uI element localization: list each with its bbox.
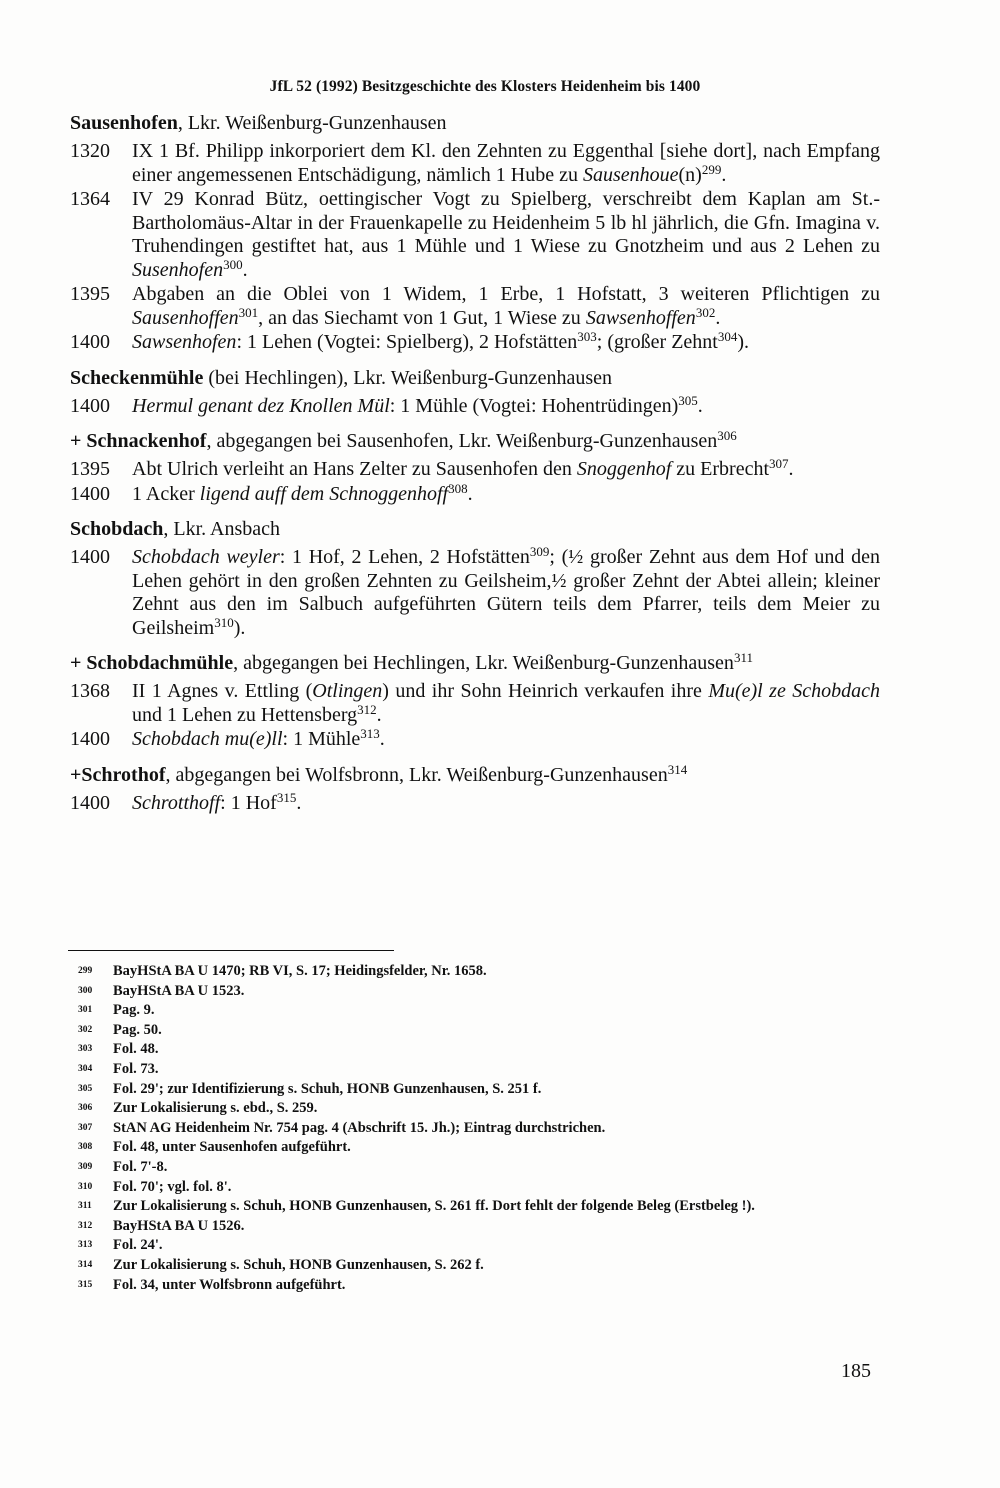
- entry-text-part: : 1 Mühle (Vogtei: Hohentrüdingen): [389, 394, 679, 417]
- footnote-text: BayHStA BA U 1523.: [113, 982, 245, 999]
- footnote-text: Fol. 24'.: [113, 1237, 163, 1254]
- footnote: [78, 1178, 888, 1198]
- place-section: [70, 110, 880, 355]
- entry-text-part: .: [379, 728, 385, 750]
- italic-source-text: Sawsenhofen: [132, 331, 237, 353]
- entry-text: [132, 480, 880, 507]
- entry-year: 1368: [70, 680, 110, 702]
- footnote-ref: 301: [238, 304, 259, 320]
- footnote-number: 315: [78, 1279, 93, 1290]
- footnote-text: Fol. 70'; vgl. fol. 8'.: [113, 1178, 232, 1195]
- footnote: [78, 1197, 888, 1217]
- entry-text-part: : 1 Lehen (Vogtei: Spielberg), 2 Hofstätten: [236, 331, 578, 353]
- footnote: [78, 1001, 888, 1021]
- place-heading: [70, 762, 880, 788]
- footnote-number: 302: [78, 1024, 93, 1035]
- footnote: [78, 1217, 888, 1237]
- place-name: +Schrothof: [70, 763, 166, 786]
- entry-text-part: ).: [233, 616, 246, 639]
- footnote-rule: [68, 950, 394, 951]
- entry-year: 1400: [70, 331, 110, 353]
- place-section: [70, 428, 880, 506]
- footnote: [78, 1158, 888, 1178]
- footnote: [78, 1276, 888, 1296]
- footnote-number: 308: [78, 1142, 93, 1153]
- entry-row: [70, 546, 880, 640]
- place-location: , abgegangen bei Hechlingen, Lkr. Weißenburg-Gunzenhausen: [233, 652, 734, 674]
- footnote-number: 306: [78, 1103, 93, 1114]
- entry-text: [132, 458, 880, 482]
- italic-source-text: Schobdach mu(e)ll: [132, 728, 283, 750]
- entry-text-part: ; (½ großer Zehnt aus dem Hof und den Lehen gehört in den großen Zehnten zu Geilsheim,½ großer Zehnt der Abtei allein; kleiner Zehnt aus den im Salbuch aufgeführten Gütern teils dem Pfarrer, teils dem Meier zu Geilsheim: [132, 546, 880, 639]
- footnote-number: 300: [78, 985, 93, 996]
- footnote: [78, 1080, 888, 1100]
- footnote: [78, 1256, 888, 1276]
- entry-text-part: , an das Siechamt von 1 Gut, 1 Wiese zu: [258, 306, 586, 329]
- footnote-number: 314: [78, 1259, 93, 1270]
- entry-row: [70, 331, 880, 355]
- footnote: [78, 1060, 888, 1080]
- footnote: [78, 1138, 888, 1158]
- footnote-text: Pag. 50.: [113, 1021, 162, 1038]
- footnote-number: 301: [78, 1005, 93, 1016]
- entry-text-part: ).: [737, 331, 750, 353]
- footnote-text: Pag. 9.: [113, 1002, 155, 1019]
- entry-text: [132, 188, 880, 282]
- footnote-ref: 313: [360, 726, 380, 741]
- place-location: , abgegangen bei Sausenhofen, Lkr. Weißenburg-Gunzenhausen: [206, 430, 718, 452]
- footnote-ref: 311: [733, 650, 753, 665]
- footnote-text: Zur Lokalisierung s. Schuh, HONB Gunzenhausen, S. 261 ff. Dort fehlt der folgende Beleg (Erstbeleg !).: [113, 1198, 755, 1215]
- footnote: [78, 1119, 888, 1139]
- footnotes: [78, 962, 888, 1295]
- entry-text-part: .: [721, 163, 727, 186]
- footnote-number: 299: [78, 966, 93, 976]
- place-heading: [70, 650, 880, 676]
- entry-text-part: zu Erbrecht: [671, 458, 770, 480]
- entry-year: 1400: [70, 791, 110, 814]
- entry-text-part: 1 Acker: [132, 482, 200, 505]
- place-name: Scheckenmühle: [70, 366, 204, 389]
- entry-text-part: IX 1 Bf. Philipp inkorporiert dem Kl. den Zehnten zu Eggenthal [siehe dort], nach Empfang einer angemessenen Entschädigung, nämlich 1 Hube zu: [132, 140, 880, 186]
- entry-text: [132, 331, 880, 355]
- entry-year: 1400: [70, 482, 110, 505]
- entry-text-part: .: [296, 791, 302, 814]
- footnote-text: Fol. 73.: [113, 1060, 159, 1077]
- footnote-ref: 299: [701, 161, 722, 177]
- footnote-text: Fol. 48.: [113, 1041, 159, 1058]
- running-header: JfL 52 (1992) Besitzgeschichte des Klosters Heidenheim bis 1400: [269, 78, 701, 95]
- place-location: (bei Hechlingen), Lkr. Weißenburg-Gunzenhausen: [203, 366, 612, 389]
- footnote-text: Fol. 34, unter Wolfsbronn aufgeführt.: [113, 1276, 346, 1293]
- footnote-number: 313: [78, 1240, 93, 1251]
- entry-row: [70, 140, 880, 187]
- footnote-text: Fol. 7'-8.: [113, 1158, 168, 1175]
- italic-source-text: ligend auff dem Schnoggenhoff: [199, 482, 449, 505]
- italic-source-text: Sawsenhoffen: [585, 306, 696, 329]
- italic-source-text: Sausenhoue: [582, 163, 679, 186]
- entry-year: 1395: [70, 458, 110, 480]
- footnote: [78, 962, 888, 982]
- place-location: , abgegangen bei Wolfsbronn, Lkr. Weißenburg-Gunzenhausen: [165, 763, 668, 786]
- footnote-number: 309: [78, 1161, 93, 1172]
- footnote-number: 307: [78, 1122, 93, 1133]
- place-location: , Lkr. Weißenburg-Gunzenhausen: [177, 112, 447, 134]
- italic-source-text: Snoggenhof: [576, 458, 672, 480]
- footnote-ref: 300: [223, 256, 243, 272]
- italic-source-text: Schobdach weyler: [132, 546, 280, 568]
- footnote-ref: 310: [214, 614, 234, 630]
- italic-source-text: Schrotthoff: [132, 791, 221, 814]
- entry-row: [70, 283, 880, 330]
- footnote-text: Fol. 29'; zur Identifizierung s. Schuh, HONB Gunzenhausen, S. 251 f.: [113, 1080, 542, 1097]
- place-heading: [70, 365, 880, 391]
- place-heading: [70, 428, 880, 454]
- place-name: + Schobdachmühle: [70, 652, 234, 674]
- italic-source-text: Sausenhoffen: [132, 306, 239, 329]
- entry-text: [132, 546, 880, 640]
- footnote-ref: 314: [667, 761, 688, 777]
- place-heading: [70, 516, 880, 542]
- entry-row: [70, 680, 880, 727]
- footnote-ref: 307: [769, 456, 789, 471]
- footnote-ref: 315: [276, 789, 297, 805]
- entry-text-part: und 1 Lehen zu Hettensberg: [132, 703, 358, 726]
- place-section: [70, 365, 880, 419]
- entry-row: [70, 188, 880, 282]
- entry-text-part: : 1 Mühle: [282, 728, 361, 750]
- footnote-text: StAN AG Heidenheim Nr. 754 pag. 4 (Abschrift 15. Jh.); Eintrag durchstrichen.: [113, 1119, 606, 1136]
- entry-text-part: .: [467, 482, 473, 505]
- page-number: 185: [841, 1360, 871, 1382]
- footnote-ref: 309: [529, 544, 550, 559]
- footnote-ref: 312: [357, 701, 377, 717]
- entries-container: [70, 110, 880, 815]
- place-name: Sausenhofen: [70, 112, 178, 134]
- entry-text-part: Abgaben an die Oblei von 1 Widem, 1 Erbe, 1 Hofstatt, 3 weiteren Pflichtigen zu: [132, 283, 880, 305]
- entry-text-part: Abt Ulrich verleiht an Hans Zelter zu Sausenhofen den: [132, 458, 577, 480]
- footnote: [78, 1236, 888, 1256]
- place-heading: [70, 110, 880, 136]
- footnote-number: 303: [78, 1044, 93, 1055]
- place-section: [70, 762, 880, 816]
- entry-year: 1320: [70, 140, 110, 162]
- footnote-text: Zur Lokalisierung s. Schuh, HONB Gunzenhausen, S. 262 f.: [113, 1256, 484, 1273]
- italic-source-text: Mu(e)l ze Schobdach: [708, 680, 881, 702]
- entry-row: [70, 392, 880, 419]
- entry-year: 1395: [70, 283, 110, 305]
- footnote-text: Zur Lokalisierung s. ebd., S. 259.: [113, 1100, 318, 1117]
- entry-text-part: .: [242, 258, 248, 281]
- footnote-text: Fol. 48, unter Sausenhofen aufgeführt.: [113, 1139, 351, 1156]
- entry-row: [70, 480, 880, 507]
- entry-text: [132, 140, 880, 187]
- entry-text-part: .: [715, 306, 721, 329]
- entry-row: [70, 728, 880, 752]
- italic-source-text: Hermul genant dez Knollen Mül: [132, 394, 390, 417]
- footnote-number: 312: [78, 1220, 93, 1231]
- footnote-ref: 303: [577, 329, 597, 344]
- entry-text: [132, 680, 880, 727]
- footnote-number: 304: [78, 1063, 93, 1074]
- entry-text-part: ) und ihr Sohn Heinrich verkaufen ihre: [382, 680, 709, 702]
- entry-text-part: : 1 Hof: [220, 791, 277, 814]
- entry-text: [132, 283, 880, 330]
- footnote-number: 305: [78, 1083, 93, 1094]
- footnote: [78, 1021, 888, 1041]
- italic-source-text: Otlingen: [312, 680, 383, 702]
- entry-text-part: .: [697, 394, 703, 417]
- entry-text-part: (n): [678, 163, 702, 186]
- place-location: , Lkr. Ansbach: [163, 518, 281, 540]
- place-section: [70, 516, 880, 640]
- footnote-ref: 308: [448, 480, 468, 496]
- footnote-ref: 305: [678, 392, 698, 408]
- entry-year: 1400: [70, 394, 110, 417]
- footnote-text: BayHStA BA U 1526.: [113, 1217, 245, 1234]
- entry-text-part: : 1 Hof, 2 Lehen, 2 Hofstätten: [279, 546, 530, 568]
- entry-row: [70, 789, 880, 816]
- footnote-ref: 306: [717, 428, 737, 443]
- place-section: [70, 650, 880, 752]
- footnote-ref: 304: [717, 329, 738, 344]
- footnote: [78, 982, 888, 1002]
- entry-text-part: .: [376, 703, 382, 726]
- footnote-ref: 302: [695, 304, 716, 320]
- entry-text-part: .: [788, 458, 794, 480]
- entry-text-part: ; (großer Zehnt: [596, 331, 718, 353]
- entry-year: 1400: [70, 546, 110, 568]
- place-name: Schobdach: [70, 518, 164, 540]
- footnote-number: 310: [78, 1181, 93, 1192]
- entry-text: [132, 392, 880, 419]
- italic-source-text: Susenhofen: [132, 258, 224, 281]
- entry-year: 1364: [70, 188, 110, 210]
- footnote: [78, 1040, 888, 1060]
- entry-text-part: IV 29 Konrad Bütz, oettingischer Vogt zu Spielberg, verschreibt dem Kaplan am St.-Bartholomäus-Altar in der Frauenkapelle zu Heidenheim 5 lb hl jährlich, die Gfn. Imagina v. Truhendingen gestiftet hat, aus 1 Mühle und 1 Wiese zu Gnotzheim und aus 2 Lehen zu: [132, 188, 880, 257]
- entry-text: [132, 789, 880, 816]
- place-name: + Schnackenhof: [70, 430, 207, 452]
- footnote: [78, 1099, 888, 1119]
- page-body: [70, 78, 880, 825]
- entry-text-part: II 1 Agnes v. Ettling (: [132, 680, 313, 702]
- footnote-number: 311: [78, 1201, 92, 1212]
- entry-text: [132, 728, 880, 752]
- entry-row: [70, 458, 880, 482]
- footnote-text: BayHStA BA U 1470; RB VI, S. 17; Heidingsfelder, Nr. 1658.: [113, 963, 487, 979]
- entry-year: 1400: [70, 728, 110, 750]
